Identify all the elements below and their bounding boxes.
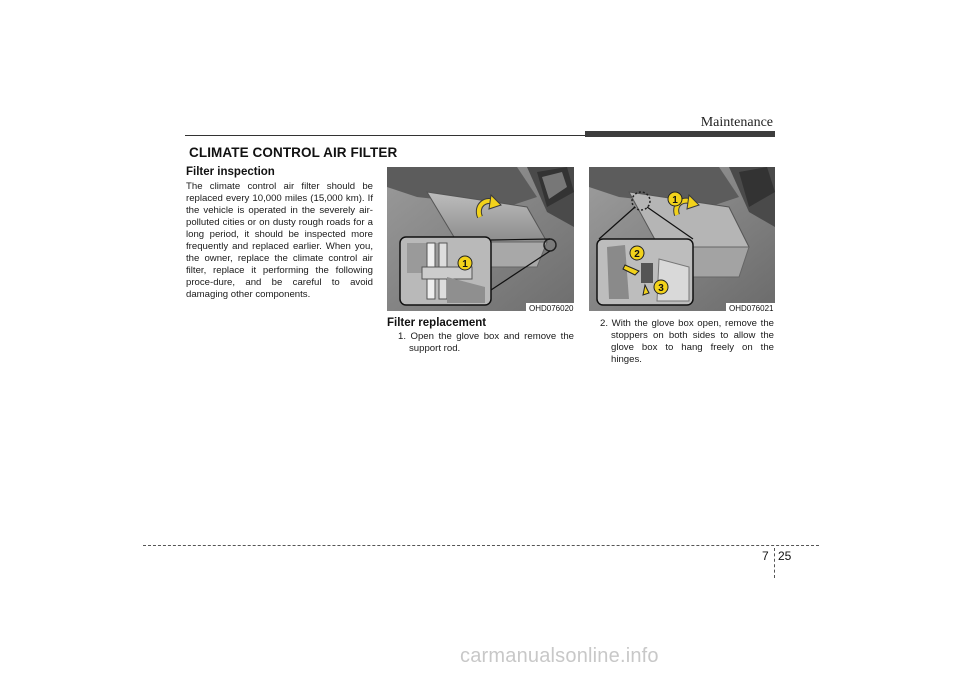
footer-rule <box>143 545 819 546</box>
watermark: carmanualsonline.info <box>460 645 659 667</box>
header-rule-accent <box>585 131 775 137</box>
replacement-steps-col3 <box>600 318 774 366</box>
callout-3: 3 <box>658 283 664 294</box>
page-number: 25 <box>778 549 792 563</box>
chapter-number: 7 <box>762 549 769 563</box>
figure-glove-box-stoppers <box>589 167 775 311</box>
callout-1: 1 <box>672 195 678 206</box>
replacement-steps-col2 <box>398 331 574 355</box>
filter-inspection-body: The climate control air filter should be replaced every 10,000 miles (15,000 km). If the vehicle is operated in the severely air-polluted cities or on dusty rough roads for a long period, it should be inspected more frequently and replaced earlier. When you, the owner, replace the climate control air filter, replace it performing the following proce-dure, and be careful to avoid damaging other components. <box>186 181 373 300</box>
footer-divider <box>774 548 775 578</box>
stopper-illustration <box>589 167 775 311</box>
callout-2: 2 <box>634 249 640 260</box>
figure-glove-box-support-rod <box>387 167 574 311</box>
page-title: CLIMATE CONTROL AIR FILTER <box>189 145 398 160</box>
section-name: Maintenance <box>700 115 773 130</box>
list-item: 2. With the glove box open, remove the stoppers on both sides to allow the glove box to hang freely on the hinges. <box>600 318 774 365</box>
figure-1-code: OHD076020 <box>526 303 576 314</box>
list-item: 1. Open the glove box and remove the support rod. <box>398 331 574 354</box>
filter-replacement-heading: Filter replacement <box>387 317 487 329</box>
filter-inspection-heading: Filter inspection <box>186 166 275 178</box>
figure-2-code: OHD076021 <box>726 303 776 314</box>
glove-box-illustration <box>387 167 574 311</box>
callout-1: 1 <box>462 259 468 270</box>
